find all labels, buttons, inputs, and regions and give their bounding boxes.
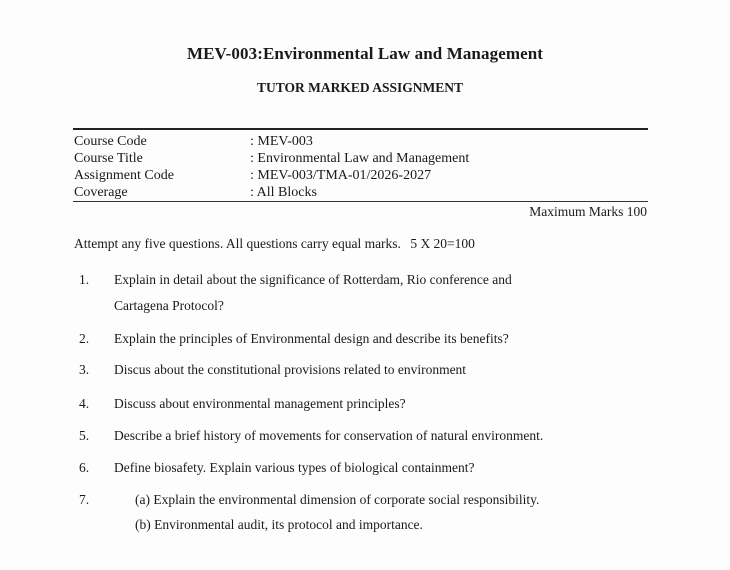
instructions bbox=[74, 236, 475, 252]
maximum-marks: Maximum Marks 100 bbox=[529, 204, 647, 219]
question-text: Discuss about environmental management principles? bbox=[114, 396, 406, 411]
question-text: Discus about the constitutional provisions related to environment bbox=[114, 362, 467, 377]
document-subtitle: TUTOR MARKED ASSIGNMENT bbox=[256, 80, 464, 95]
question-number: 1. bbox=[79, 272, 90, 287]
meta-value: : MEV-003 bbox=[250, 134, 313, 149]
meta-value: : MEV-003/TMA-01/2026-2027 bbox=[250, 168, 432, 183]
question-text-continued: Cartagena Protocol? bbox=[114, 298, 224, 313]
question-number: 2. bbox=[79, 331, 90, 346]
question-subpart-a: (a) Explain the environmental dimension of corporate social responsibility. bbox=[135, 492, 540, 507]
question-number: 3. bbox=[79, 362, 90, 377]
question-number: 5. bbox=[79, 428, 90, 443]
question-text: Describe a brief history of movements for conservation of natural environment. bbox=[114, 428, 544, 443]
meta-label: Coverage bbox=[74, 185, 128, 200]
meta-value: : Environmental Law and Management bbox=[250, 151, 470, 166]
meta-label: Course Title bbox=[74, 151, 143, 166]
meta-underline bbox=[73, 201, 648, 202]
document-title: MEV-003:Environmental Law and Management bbox=[186, 44, 544, 63]
meta-label: Assignment Code bbox=[74, 168, 174, 183]
meta-value: : All Blocks bbox=[250, 185, 317, 200]
instructions-text: Attempt any five questions. All questions carry equal marks. bbox=[74, 236, 401, 251]
question-subpart-b: (b) Environmental audit, its protocol and importance. bbox=[135, 517, 423, 532]
question-text: Define biosafety. Explain various types of biological containment? bbox=[114, 460, 475, 475]
question-number: 7. bbox=[79, 492, 90, 507]
meta-label: Course Code bbox=[74, 134, 147, 149]
question-text: Explain the principles of Environmental design and describe its benefits? bbox=[114, 331, 509, 346]
header-rule bbox=[73, 128, 648, 130]
question-text: Explain in detail about the significance of Rotterdam, Rio conference and bbox=[114, 272, 512, 287]
question-number: 4. bbox=[79, 396, 90, 411]
marks-scheme: 5 X 20=100 bbox=[410, 236, 475, 251]
question-number: 6. bbox=[79, 460, 90, 475]
